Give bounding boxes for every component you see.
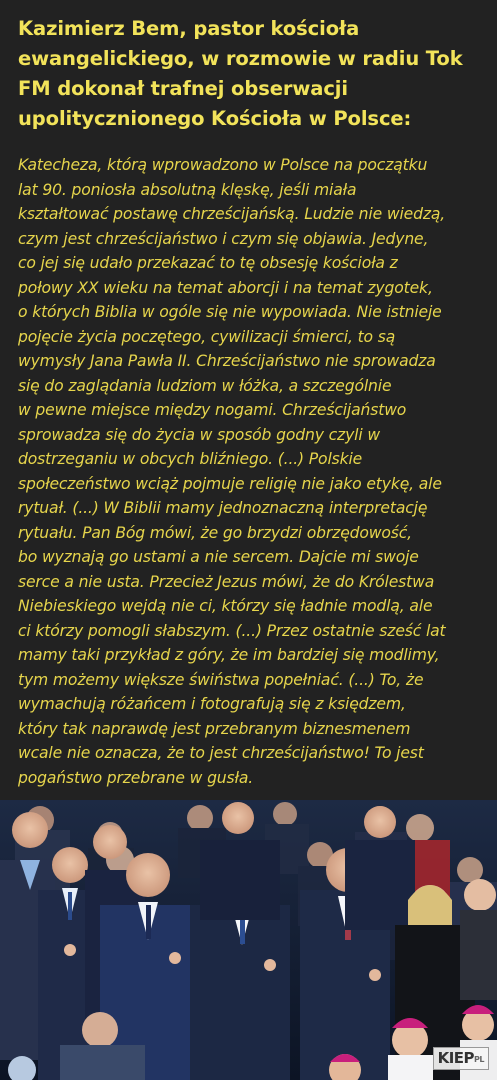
quote-line: tym możemy większe świństwa popełniać. (...) To, że xyxy=(18,670,424,689)
quote-line: rytuału. Pan Bóg mówi, że go brzydzi obrzędowość, xyxy=(18,523,412,542)
group-photo xyxy=(0,800,497,1080)
quote-line: sprowadza się do życia w sposób godny czyli w xyxy=(18,425,380,444)
quote-text xyxy=(18,153,479,790)
quote-line: co jej się udało przekazać to tę obsesję kościoła z xyxy=(18,254,398,272)
quote-line: ci którzy pomogli słabszym. (...) Przez ostatnie sześć lat xyxy=(18,621,446,640)
quote-line: połowy XX wieku na temat aborcji i na temat zygotek, xyxy=(18,278,433,297)
quote-line: kształtować postawę chrześcijańską. Ludzie nie wiedzą, xyxy=(18,205,446,223)
quote-line: który tak naprawdę jest przebranym biznesmenem xyxy=(18,719,411,738)
quote-line: serce a nie usta. Przecież Jezus mówi, że do Królestwa xyxy=(18,572,435,591)
quote-line: Katecheza, którą wprowadzono w Polsce na początku xyxy=(18,156,428,174)
quote-line: się do zaglądania ludziom w łóżka, a szczególnie xyxy=(18,376,392,395)
quote-line: Niebieskiego wejdą nie ci, którzy się ładnie modlą, ale xyxy=(18,597,433,615)
quote-line: bo wyznają go ustami a nie sercem. Dajcie mi swoje xyxy=(18,548,419,566)
quote-line: dostrzeganiu w obcych bliźniego. (...) Polskie xyxy=(18,450,363,468)
quote-line: mamy taki przykład z góry, że im bardziej się modlimy, xyxy=(18,646,440,664)
kiep-watermark-logo: KIEPPL xyxy=(433,1047,489,1070)
quote-line: pogaństwo przebrane w gusła. xyxy=(18,768,254,787)
quote-line: pojęcie życia poczętego, cywilizacji śmierci, to są xyxy=(18,327,396,346)
quote-line: wymachują różańcem i fotografują się z księdzem, xyxy=(18,695,406,713)
quote-line: społeczeństwo wciąż pojmuje religię nie jako etykę, ale xyxy=(18,474,442,493)
quote-line: czym jest chrześcijaństwo i czym się objawia. Jedyne, xyxy=(18,229,429,248)
headline: Kazimierz Bem, pastor kościoła ewangelickiego, w rozmowie w radiu Tok FM dokonał trafnej obserwacji upolitycznionego Kościoła w Polsce: xyxy=(18,17,463,130)
quote-line: o których Biblia w ogóle się nie wypowiada. Nie istnieje xyxy=(18,303,442,321)
quote-line: wymysły Jana Pawła II. Chrześcijaństwo nie sprowadza xyxy=(18,352,436,370)
quote-line: rytuał. (...) W Biblii mamy jednoznaczną interpretację xyxy=(18,499,428,517)
quote-line: w pewne miejsce między nogami. Chrześcijaństwo xyxy=(18,401,407,419)
quote-line: lat 90. poniosła absolutną klęskę, jeśli miała xyxy=(18,180,357,199)
quote-line: wcale nie oznacza, że to jest chrześcijaństwo! To jest xyxy=(18,744,424,762)
